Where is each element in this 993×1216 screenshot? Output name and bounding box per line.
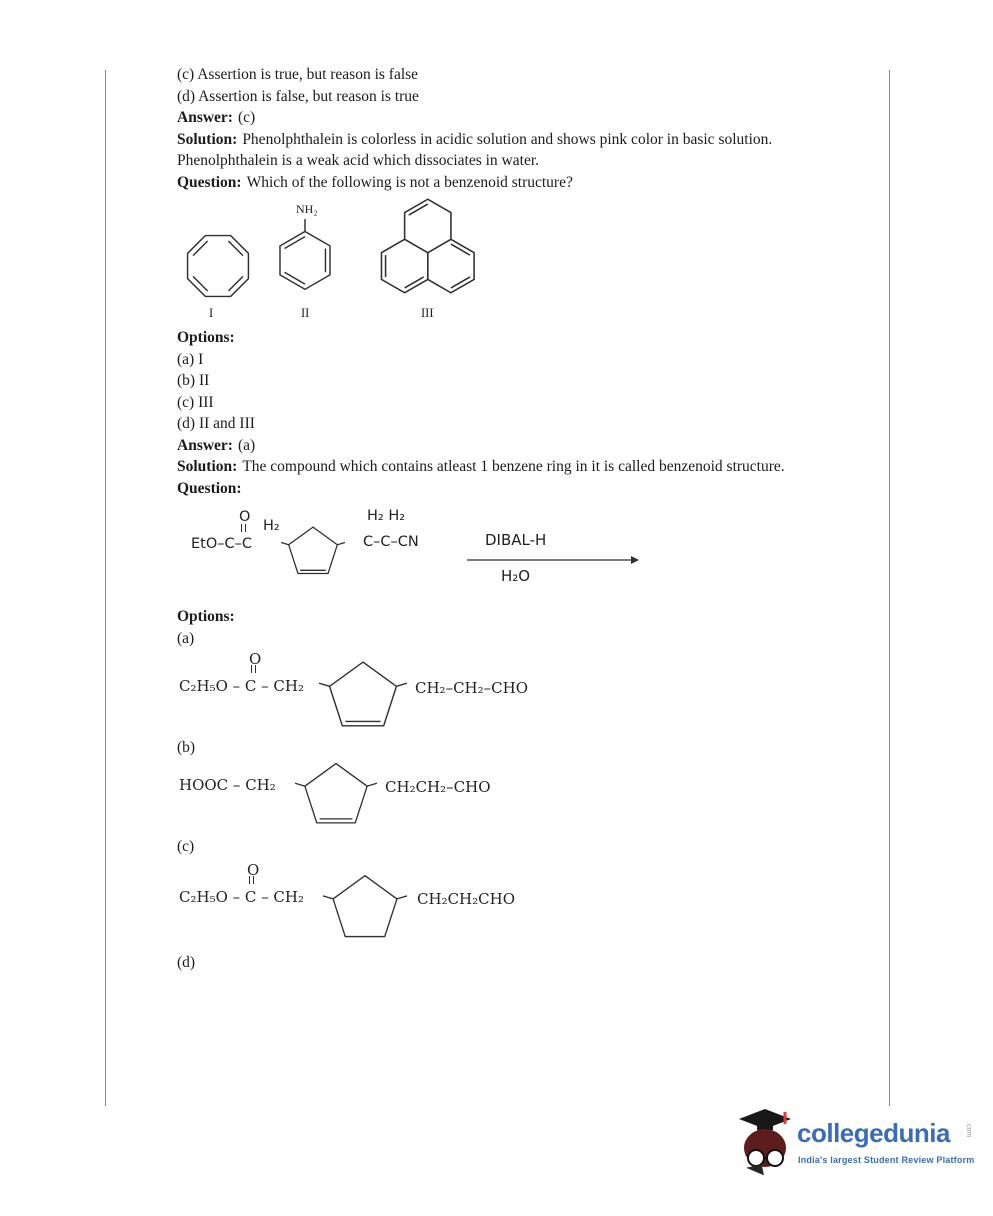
option-c-letter: (c) (177, 837, 195, 855)
reaction-question-label: Question: (177, 479, 242, 497)
structure-i-label: I (209, 306, 214, 320)
structure-iii-label: III (421, 306, 434, 320)
h2-label-left: H₂ (263, 518, 280, 534)
solution-text: Phenolphthalein is colorless in acidic solution and shows pink color in basic solution. Phenolphthalein is a weak acid which dissociates in water. (177, 130, 773, 169)
phenalene-structure (369, 197, 487, 295)
double-bond-mark (249, 876, 254, 884)
prev-solution-paragraph (177, 129, 809, 172)
answer-value: (c) (237, 109, 256, 126)
nitrile-chain-label: C–C–CN (363, 534, 419, 550)
acid-chain-label: HOOC – CH₂ (179, 775, 276, 794)
aniline-structure (274, 217, 336, 291)
answer-label: Answer: (177, 436, 233, 454)
benzenoid-solution-paragraph (177, 456, 809, 478)
structure-ii-label: II (301, 306, 310, 320)
cyclopentene-ring-structure (295, 757, 377, 832)
h2-pair-label: H₂ H₂ (367, 508, 406, 524)
option-b-letter: (b) (177, 739, 196, 756)
solution-label: Solution: (177, 458, 238, 475)
brand-suffix: .com (965, 1122, 972, 1138)
carbonyl-oxygen-label: O (247, 861, 260, 879)
h2o-label: H₂O (501, 567, 531, 585)
brand-tagline: India's largest Student Review Platform (798, 1155, 975, 1165)
brand-name: collegedunia (797, 1118, 950, 1148)
options-heading: Options: (177, 329, 235, 346)
dibal-h-label: DIBAL-H (485, 531, 547, 549)
option-d-letter: (d) (177, 954, 196, 971)
double-bond-mark (251, 665, 256, 673)
option-a-letter: (a) (177, 629, 195, 647)
ester-chain-label: C₂H₅O – C – CH₂ (179, 677, 305, 695)
double-bond-mark (241, 524, 246, 532)
option-b-line: (b) II (177, 372, 210, 389)
benzenoid-question-line (177, 172, 809, 194)
option-d-line: (d) II and III (177, 415, 255, 432)
assertion-option-d: (d) Assertion is false, but reason is true (177, 87, 419, 105)
mascot-icon (735, 1108, 795, 1172)
benzenoid-answer-line (177, 435, 809, 457)
solution-text: The compound which contains atleast 1 benzene ring in it is called benzenoid structure. (242, 458, 785, 475)
prev-answer-line (177, 107, 809, 129)
ester-chain-label: C₂H₅O – C – CH₂ (179, 888, 305, 906)
reaction-scheme (177, 506, 809, 606)
content-column (177, 64, 809, 974)
cyclopentene-ring-structure (281, 522, 345, 581)
logo-swoosh (746, 1164, 764, 1178)
carbonyl-oxygen-label: O (239, 509, 251, 525)
question-text: Which of the following is not a benzenoid structure? (246, 173, 573, 191)
reaction-arrow (467, 554, 639, 566)
options-heading-2: Options: (177, 608, 235, 625)
answer-label: Answer: (177, 109, 233, 126)
cyclopentene-ring-structure (319, 655, 407, 736)
structure-option-b (177, 759, 809, 836)
right-border-line (889, 70, 890, 1106)
option-a-line: (a) I (177, 350, 204, 368)
structure-option-a (177, 649, 809, 737)
aldehyde-chain-label: CH₂CH₂CHO (417, 890, 515, 908)
assertion-option-c: (c) Assertion is true, but reason is false (177, 66, 419, 83)
structure-option-c (177, 857, 809, 952)
aldehyde-chain-label: CH₂CH₂–CHO (385, 777, 491, 796)
left-border-line (105, 70, 106, 1106)
carbonyl-oxygen-label: O (249, 650, 262, 668)
cyclooctatetraene-structure (181, 229, 255, 303)
brand-logo (735, 1106, 980, 1184)
ester-chain-label: EtO–C–C (191, 536, 253, 552)
solution-label: Solution: (177, 130, 238, 148)
option-c-line: (c) III (177, 393, 214, 411)
aldehyde-chain-label: CH₂–CH₂–CHO (415, 679, 528, 697)
benzenoid-structures-row (177, 193, 809, 327)
question-label: Question: (177, 173, 242, 191)
nh2-label: NH₂ (296, 202, 318, 216)
cyclopentane-ring-structure (323, 869, 407, 946)
answer-value: (a) (237, 436, 256, 454)
